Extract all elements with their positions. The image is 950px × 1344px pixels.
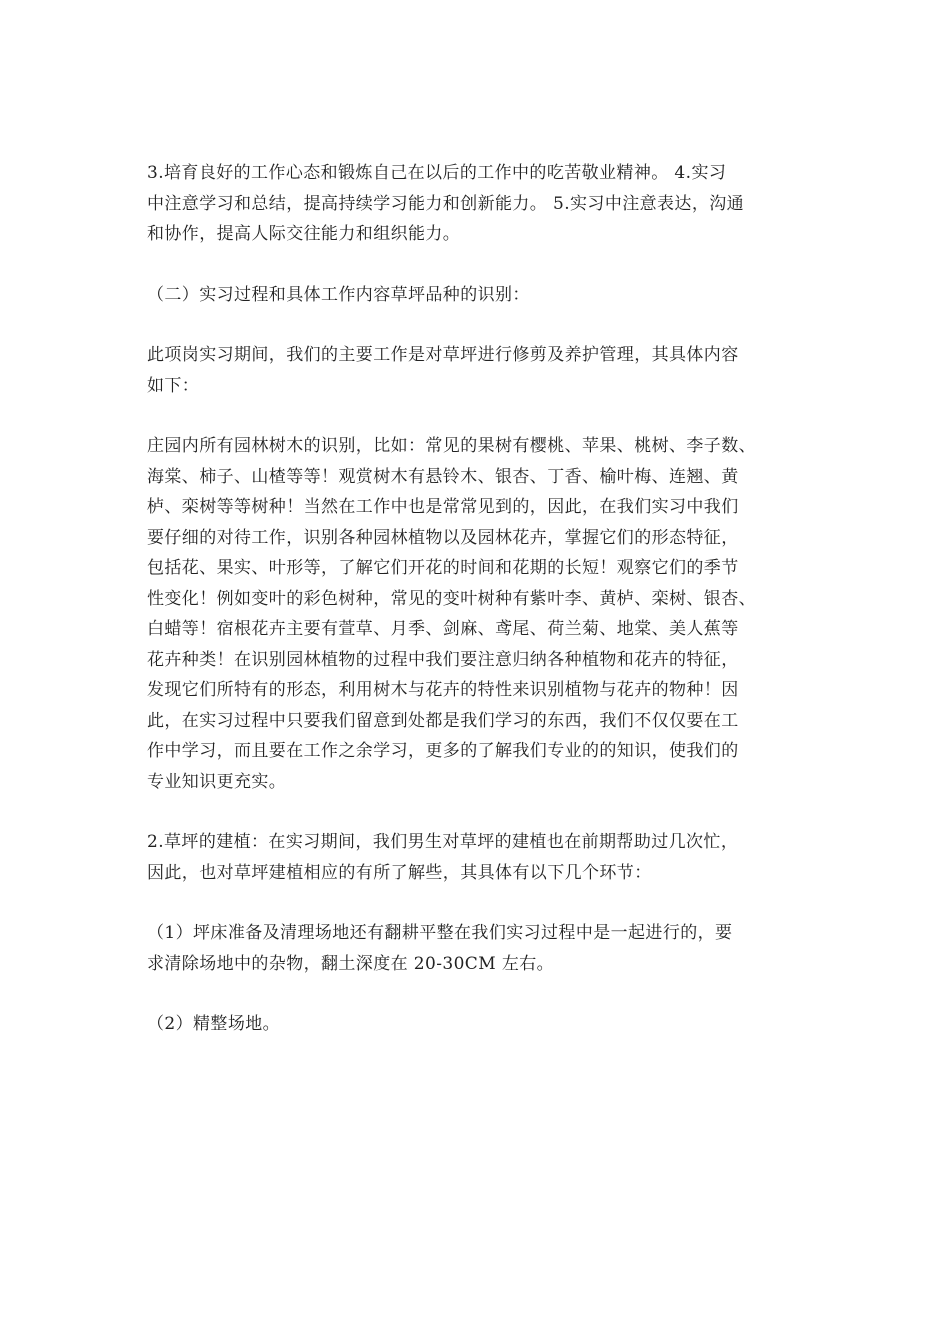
text-line: （1）坪床准备及清理场地还有翻耕平整在我们实习过程中是一起进行的，要	[147, 923, 733, 943]
text-line: 庄园内所有园林树木的识别，比如：常见的果树有樱桃、苹果、桃树、李子数、	[147, 436, 756, 456]
text-line: 如下：	[147, 375, 200, 396]
text-line: 发现它们所特有的形态，利用树木与花卉的特性来识别植物与花卉的物种！因	[147, 680, 739, 700]
text-line: 和协作，提高人际交往能力和组织能力。	[147, 224, 461, 244]
text-line: （2）精整场地。	[147, 1014, 281, 1034]
text-line: （二）实习过程和具体工作内容草坪品种的识别：	[147, 284, 530, 305]
text-line: 白蜡等！宿根花卉主要有萱草、月季、剑麻、鸢尾、荷兰菊、地棠、美人蕉等	[147, 619, 739, 639]
paragraph-step-1	[147, 918, 837, 979]
text-line: 求清除场地中的杂物，翻土深度在 20-30CM 左右。	[147, 953, 555, 974]
text-line: 因此，也对草坪建植相应的有所了解些，其具体有以下几个环节：	[147, 862, 652, 883]
text-line: 要仔细的对待工作，识别各种园林植物以及园林花卉，掌握它们的形态特征，	[147, 527, 739, 548]
text-line: 专业知识更充实。	[147, 771, 287, 792]
paragraph-lawn-establishment	[147, 827, 837, 888]
text-line: 海棠、柿子、山楂等等！观赏树木有悬铃木、银杏、丁香、榆叶梅、连翘、黄	[147, 466, 739, 487]
document-body	[147, 158, 837, 1070]
paragraph-plant-identification	[147, 431, 837, 797]
text-line: 栌、栾树等等树种！当然在工作中也是常常见到的，因此，在我们实习中我们	[147, 497, 739, 517]
text-line: 作中学习，而且要在工作之余学习，更多的了解我们专业的的知识，使我们的	[147, 741, 739, 761]
text-line: 包括花、果实、叶形等，了解它们开花的时间和花期的长短！观察它们的季节	[147, 558, 739, 578]
text-line: 此项岗实习期间，我们的主要工作是对草坪进行修剪及养护管理，其具体内容	[147, 345, 739, 365]
paragraph-step-2	[147, 1009, 837, 1040]
text-line: 2.草坪的建植：在实习期间，我们男生对草坪的建植也在前期帮助过几次忙，	[147, 832, 739, 852]
paragraph-intro	[147, 340, 837, 401]
paragraph-goals	[147, 158, 837, 250]
text-line: 3.培育良好的工作心态和锻炼自己在以后的工作中的吃苦敬业精神。 4.实习	[147, 163, 727, 183]
text-line: 性变化！例如变叶的彩色树种，常见的变叶树种有紫叶李、黄栌、栾树、银杏、	[147, 588, 756, 609]
section-heading	[147, 280, 837, 311]
text-line: 此，在实习过程中只要我们留意到处都是我们学习的东西，我们不仅仅要在工	[147, 710, 739, 731]
text-line: 中注意学习和总结，提高持续学习能力和创新能力。 5.实习中注意表达，沟通	[147, 193, 745, 214]
text-line: 花卉种类！在识别园林植物的过程中我们要注意归纳各种植物和花卉的特征，	[147, 649, 739, 670]
